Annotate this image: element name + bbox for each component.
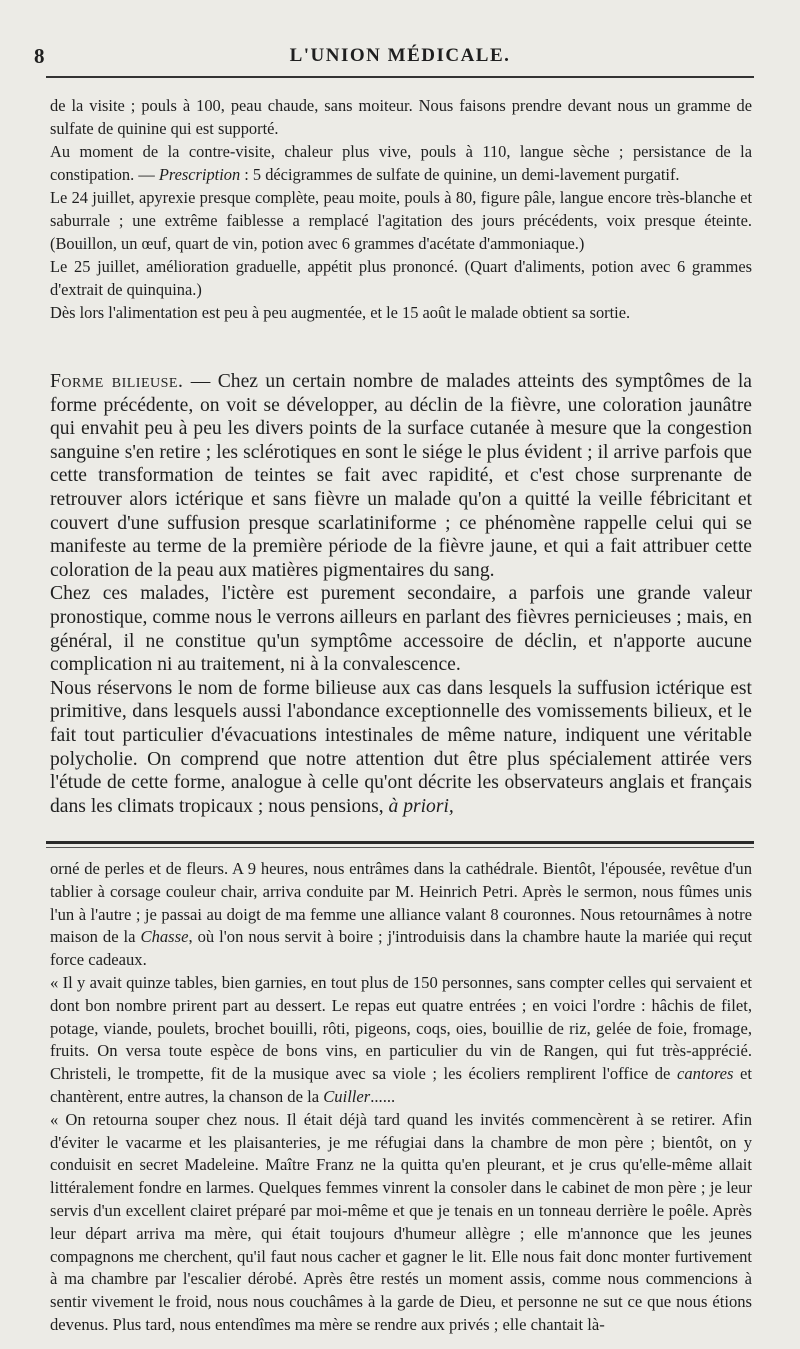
paragraph: [50, 186, 752, 255]
case-report-section: [50, 94, 752, 324]
text: de la visite ; pouls à 100, peau chaude, sans moiteur. Nous faisons prendre devant nous un gramme de sulfate de quinine qui est supporté.: [50, 96, 752, 138]
text: Le 25 juillet, amélioration graduelle, appétit plus prononcé. (Quart d'aliments, potion avec 6 grammes d'extrait de quinquina.): [50, 257, 752, 299]
text: « On retourna souper chez nous. Il était déjà tard quand les invités commencèrent à se retirer. Afin d'éviter le vacarme et les plaisanteries, je me réfugiai dans la chambre de mon père ; bientôt, on y conduisit en secret Madeleine. Maître Franz ne la quitta qu'en pleurant, et je crus qu'elle-même allait littéralement fondre en larmes. Quelques femmes vinrent la consoler dans le cabinet de mon père ; je leur servis d'un excellent clairet préparé par moi-même et que je tenais en un tonneau derrière le poêle. Après leur départ arriva ma mère, qui était toujours d'humeur allègre ; elle m'annonce que les jeunes compagnons me cherchent, qu'il faut nous cacher et gagner le lit. Elle nous fait donc monter furtivement à ma chambre par l'escalier dérobé. Après être restés un moment assis, comme nous commencions à sentir vivement le froid, nous nous couchâmes à la garde de Dieu, et personne ne sut ce que nous étions devenus. Plus tard, nous entendîmes ma mère se rendre aux privés ; elle chantait là-: [50, 1109, 752, 1334]
feuilleton-section: [50, 858, 752, 1337]
header-rule: [46, 76, 754, 78]
page-header: [0, 44, 800, 74]
text: , où l'on nous servit à boire ; j'introduisis dans la chambre haute la mariée qui reçut force cadeaux.: [50, 927, 752, 970]
section-heading: Forme bilieuse.: [50, 371, 184, 392]
text: : 5 décigrammes de sulfate de quinine, un demi-lavement purgatif.: [240, 165, 680, 184]
text: ......: [370, 1086, 396, 1106]
text: orné de perles et de fleurs. A 9 heures, nous entrâmes dans la cathédrale. Bientôt, l'épousée, revêtue d'un tablier à corsage couleur chair, arriva conduite par M. Heinrich Petri. Après le sermon, nous fûmes unis l'un à l'autre ; je passai au doigt de ma femme une alliance valant 8 couronnes. Nous retournâmes à notre maison de la: [50, 859, 752, 947]
paragraph: [50, 140, 752, 186]
text: Chez ces malades, l'ictère est purement secondaire, a parfois une grande valeur pronostique, comme nous le verrons ailleurs en parlant des fièvres pernicieuses ; mais, en général, il ne constitue qu'un symptôme accessoire de déclin, et n'apporte aucune complication ni au traitement, ni à la convalescence.: [50, 583, 752, 676]
paragraph: [50, 677, 752, 819]
text: — Chez un certain nombre de malades atteints des symptômes de la forme précédente, on voit se développer, au déclin de la fièvre, une coloration jaunâtre qui envahit peu à peu les divers points de la surface cutanée à mesure que la congestion sanguine s'en retire ; les sclérotiques en sont le siége le plus évident ; il arrive parfois que cette transformation de teintes se fait avec rapidité, et c'est chose surprenante de retrouver alors ictérique et sans fièvre un malade qu'on a quitté la veille fébricitant et couvert d'une suffusion presque scarlatiniforme ; ce phénomène rappelle celui qui se manifeste au terme de la première période de la fièvre jaune, et qui a fait attribuer cette coloration de la peau aux matières pigmentaires du sang.: [50, 371, 752, 581]
emphasis: à priori,: [388, 795, 454, 817]
paragraph: [50, 1109, 752, 1337]
running-title: L'UNION MÉDICALE.: [289, 45, 511, 66]
place-name: Chasse: [140, 927, 189, 947]
text: « Il y avait quinze tables, bien garnies, en tout plus de 150 personnes, sans compter celles qui servaient et dont bon nombre prirent part au dessert. Le repas eut quatre entrées ; en voici l'ordre : hâchis de filet, potage, viande, poulets, brochet bouilli, rôti, pigeons, coqs, oies, bouillie de riz, gelée de foie, fromage, fruits. On versa toute espèce de bons vins, en particulier du vin de Rangen, qui fut très-apprécié. Christeli, le trompette, fit de la musique avec sa viole ; les écoliers remplirent l'office de: [50, 972, 752, 1084]
paragraph: [50, 972, 752, 1109]
paragraph: [50, 255, 752, 301]
emphasis: cantores: [676, 1064, 734, 1084]
text: Nous réservons le nom de forme bilieuse aux cas dans lesquels la suffusion ictérique est primitive, dans lesquels aussi l'abondance exceptionnelle des vomissements bilieux, et le fait tout particulier d'évacuations intestinales de même nature, indiquent une véritable polycholie. On comprend que notre attention dut être plus spécialement attirée vers l'étude de cette forme, analogue à celle qu'ont décrite les observateurs anglais et français dans les climats tropicaux ; nous pensions,: [50, 677, 752, 817]
paragraph: [50, 301, 752, 324]
paragraph: [50, 582, 752, 676]
text: Le 24 juillet, apyrexie presque complète, peau moite, pouls à 80, figure pâle, langue encore très-blanche et saburrale ; une extrême faiblesse a remplacé l'agitation des jours précédents, voix presque éteinte. (Bouillon, un œuf, quart de vin, potion avec 6 grammes d'acétate d'ammoniaque.): [50, 188, 752, 253]
main-text-section: [50, 370, 752, 818]
page-number: 8: [34, 44, 45, 68]
text: et chantèrent, entre autres, la chanson de la: [50, 1064, 752, 1106]
song-title: Cuiller: [323, 1086, 371, 1106]
feuilleton-rule-thin: [46, 847, 754, 848]
paragraph: [50, 94, 752, 140]
paragraph: [50, 858, 752, 972]
feuilleton-rule: [46, 841, 754, 844]
text: Dès lors l'alimentation est peu à peu augmentée, et le 15 août le malade obtient sa sortie.: [50, 303, 631, 322]
paragraph: [50, 370, 752, 582]
prescription-label: Prescription: [158, 165, 241, 184]
text: Au moment de la contre-visite, chaleur plus vive, pouls à 110, langue sèche ; persistance de la constipation. —: [50, 142, 752, 184]
